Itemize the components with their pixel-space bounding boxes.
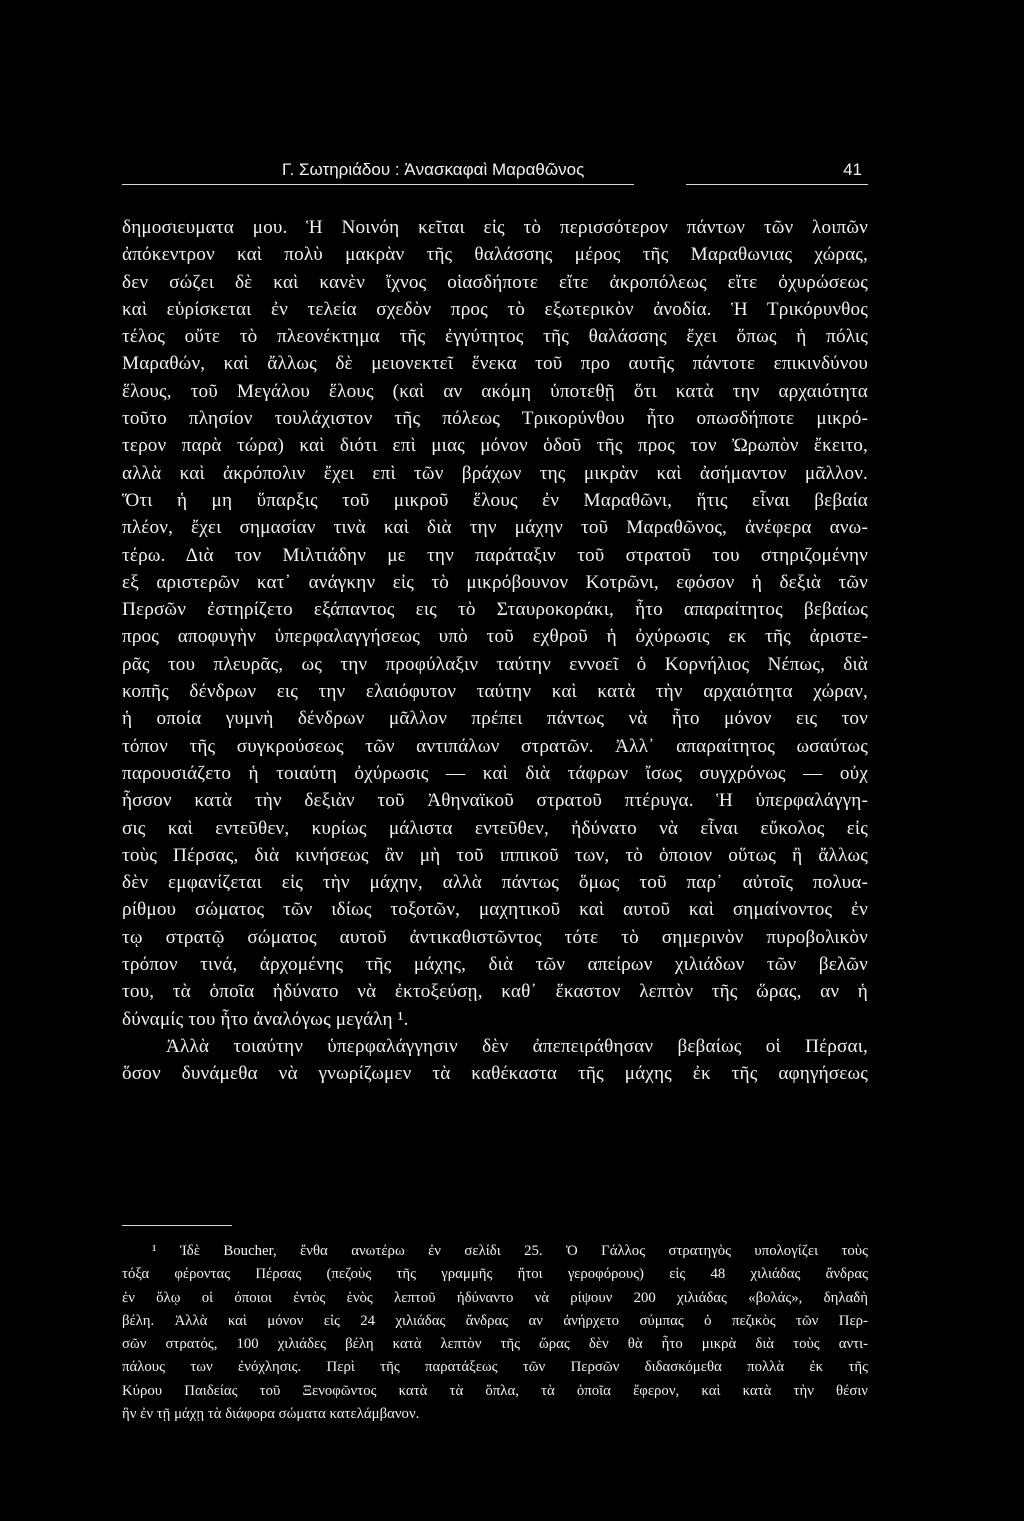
text-line: ρίθμου σώματος τῶν ιδίως τοξοτῶν, μαχητικοῦ καὶ αυτοῦ καὶ σημαίνοντος ἐν xyxy=(122,899,868,921)
text-line: εξ αριστερῶν κατ᾽ ανάγκην εἰς τὸ μικρόβουνον Κοτρῶνι, εφόσον ἡ δεξιὰ τῶν xyxy=(122,571,868,593)
footnote-line: σῶν στρατός, 100 χιλιάδες βέλη κατὰ λεπτὸν τῆς ὥρας δὲν θὰ ἦτο μικρὰ διὰ τοὺς αντι- xyxy=(122,1336,868,1353)
text-line: δύναμίς του ἦτο ἀναλόγως μεγάλη ¹. xyxy=(122,1008,409,1030)
text-line: τοὺς Πέρσας, διὰ κινήσεως ἂν μὴ τοῦ ιππικοῦ των, τὸ ὁποιον οὕτως ἢ ἄλλως xyxy=(122,844,868,866)
footnote-line: ἐν ὅλῳ οἱ όποιοι ἐντὸς ἑνὸς λεπτοῦ ἠδύναντο νὰ ρίψουν 200 χιλιάδας «βολάς», δηλαδὴ xyxy=(122,1289,868,1306)
text-line: τῳ στρατῷ σώματος αυτοῦ ἀντικαθιστῶντος τότε τὸ σημερινὸν πυροβολικὸν xyxy=(122,926,868,948)
text-line: σις καὶ εντεῦθεν, κυρίως μάλιστα εντεῦθεν, ἠδύνατο νὰ εἶναι εὔκολος εἰς xyxy=(122,817,868,839)
footnote-line: πάλους των ἐνόχλησις. Περὶ τῆς παρατάξεως τῶν Περσῶν διδασκόμεθα πολλὰ ἐκ τῆς xyxy=(122,1359,868,1376)
footnotes xyxy=(122,1240,868,1426)
text-line: ἡ οποία γυμνὴ δένδρων μᾶλλον πρέπει πάντως νὰ ἦτο μόνον εις τον xyxy=(122,708,868,730)
text-line: τοῦτο πλησίον τουλάχιστον τῆς πόλεως Τρικορύνθου ἦτο οπωσδήποτε μικρό- xyxy=(122,408,868,430)
text-line: ἕλους, τοῦ Μεγάλου ἕλους (καὶ αν ακόμη ὑποτεθῇ ὅτι κατὰ την αρχαιότητα xyxy=(122,380,868,402)
footnote-line: ἣν ἐν τῇ μάχῃ τὰ διάφορα σώματα κατελάμβανον. xyxy=(122,1406,420,1423)
text-line: τερον παρὰ τώρα) καὶ διότι επὶ μιας μόνον ὁδοῦ τῆς προς τον Ὠρωπὸν ἔκειτο, xyxy=(122,435,868,457)
footnote-rule xyxy=(122,1225,232,1226)
text-line: Ἀλλὰ τοιαύτην ὑπερφαλάγγησιν δὲν ἀπεπειράθησαν βεβαίως οἱ Πέρσαι, xyxy=(166,1035,868,1057)
text-line: Περσῶν ἐστηρίζετο εξάπαντος εις τὸ Σταυροκοράκι, ἦτο απαραίτητος βεβαίως xyxy=(122,599,868,621)
text-line: αλλὰ καὶ ἀκρόπολιν ἔχει επὶ τῶν βράχων της μικρὰν καὶ ἀσήμαντον μᾶλλον. xyxy=(122,462,868,484)
text-line: ἧσσον κατὰ τὴν δεξιὰν τοῦ Ἀθηναϊκοῦ στρατοῦ πτέρυγα. Ἡ ὑπερφαλάγγη- xyxy=(122,790,868,812)
text-line: Ὅτι ἡ μη ὕπαρξις τοῦ μικροῦ ἕλους ἐν Μαραθῶνι, ἥτις εἶναι βεβαία xyxy=(122,489,868,511)
text-line: δεν σώζει δὲ καὶ κανὲν ἴχνος οἱασδήποτε εἴτε ἀκροπόλεως εἴτε ὀχυρώσεως xyxy=(122,271,868,293)
header-rule-left xyxy=(122,184,634,185)
footnote-line: Κύρου Παιδείας τοῦ Ξενοφῶντος κατὰ τὰ ὅπλα, τὰ ὁποῖα ἔφερον, καὶ κατὰ τὴν θέσιν xyxy=(122,1382,868,1399)
text-line: Μαραθών, καὶ ἄλλως δὲ μειονεκτεῖ ἕνεκα τοῦ προ αυτῆς πάντοτε επικινδύνου xyxy=(122,353,868,375)
text-line: τρόπον τινά, ἀρχομένης τῆς μάχης, διὰ τῶν απείρων χιλιάδων τῶν βελῶν xyxy=(122,954,868,976)
text-line: ὅσον δυνάμεθα νὰ γνωρίζωμεν τὰ καθέκαστα τῆς μάχης ἐκ τῆς αφηγήσεως xyxy=(122,1063,868,1085)
text-line: δὲν εμφανίζεται εἰς τὴν μάχην, αλλὰ πάντως ὅμως τοῦ παρ᾽ αὐτοῖς πολυα- xyxy=(122,872,868,894)
text-line: κοπῆς δένδρων εις την ελαιόφυτον ταύτην καὶ κατὰ τὴν αρχαιότητα χώραν, xyxy=(122,681,868,703)
text-line: ἀπόκεντρον καὶ πολὺ μακρὰν τῆς θαλάσσης μέρος τῆς Μαραθωνιας χώρας, xyxy=(122,244,868,266)
text-line: προς αποφυγὴν ὑπερφαλαγγήσεως υπὸ τοῦ εχθροῦ ἡ ὀχύρωσις εκ τῆς ἀριστε- xyxy=(122,626,868,648)
footnote-line: ¹ Ἰδὲ Boucher, ἔνθα ανωτέρω ἐν σελίδι 25. Ὁ Γάλλος στρατηγὸς υπολογίζει τοὺς xyxy=(152,1243,868,1259)
text-line: παρουσιάζετο ἡ τοιαύτη ὀχύρωσις — καὶ διὰ τάφρων ἴσως συγχρόνως — οὐχ xyxy=(122,762,868,784)
header-rule-right xyxy=(686,184,868,185)
text-line: ρᾶς του πλευρᾶς, ως την προφύλαξιν ταύτην εννοεῖ ὁ Κορνήλιος Νέπως, διὰ xyxy=(122,653,868,675)
footnote-line: τόξα φέροντας Πέρσας (πεζοὺς τῆς γραμμῆς ἤτοι γεροφόρους) εἰς 48 χιλιάδας ἄνδρας xyxy=(122,1266,868,1283)
text-line: τέλος οὔτε τὸ πλεονέκτημα τῆς ἐγγύτητος τῆς θαλάσσης ἔχει ὅπως ἡ πόλις xyxy=(122,326,868,348)
page-number: 41 xyxy=(843,160,862,179)
footnote-line: βέλη. Ἀλλὰ καὶ μόνον εἰς 24 χιλιάδας ἄνδρας αν ἀνήρχετο σύμπας ὁ πεζικὸς τῶν Περ- xyxy=(122,1312,868,1329)
running-title: Γ. Σωτηριάδου : Ἀνασκαφαὶ Μαραθῶνος xyxy=(282,160,585,179)
text-line: καὶ εὑρίσκεται ἐν τελεία σχεδὸν προς τὸ εξωτερικὸν ἀνοδία. Ἡ Τρικόρυνθος xyxy=(122,298,868,320)
main-text xyxy=(122,214,868,1088)
text-line: τόπον τῆς συγκρούσεως τῶν αντιπάλων στρατῶν. Ἀλλ᾽ απαραίτητος ωσαύτως xyxy=(122,735,868,757)
text-line: τέρω. Διὰ τον Μιλτιάδην με την παράταξιν τοῦ στρατοῦ του στηριζομένην xyxy=(122,544,868,566)
text-line: του, τὰ ὁποῖα ἠδύνατο νὰ ἐκτοξεύσῃ, καθ᾽ ἕκαστον λεπτὸν τῆς ὥρας, αν ἡ xyxy=(122,981,868,1003)
text-line: πλέον, ἔχει σημασίαν τινὰ καὶ διὰ την μάχην τοῦ Μαραθῶνος, ἀνέφερα ανω- xyxy=(122,517,868,539)
text-line: δημοσιευματα μου. Ἡ Νοινόη κεῖται εἰς τὸ περισσότερον πάντων τῶν λοιπῶν xyxy=(122,217,868,238)
